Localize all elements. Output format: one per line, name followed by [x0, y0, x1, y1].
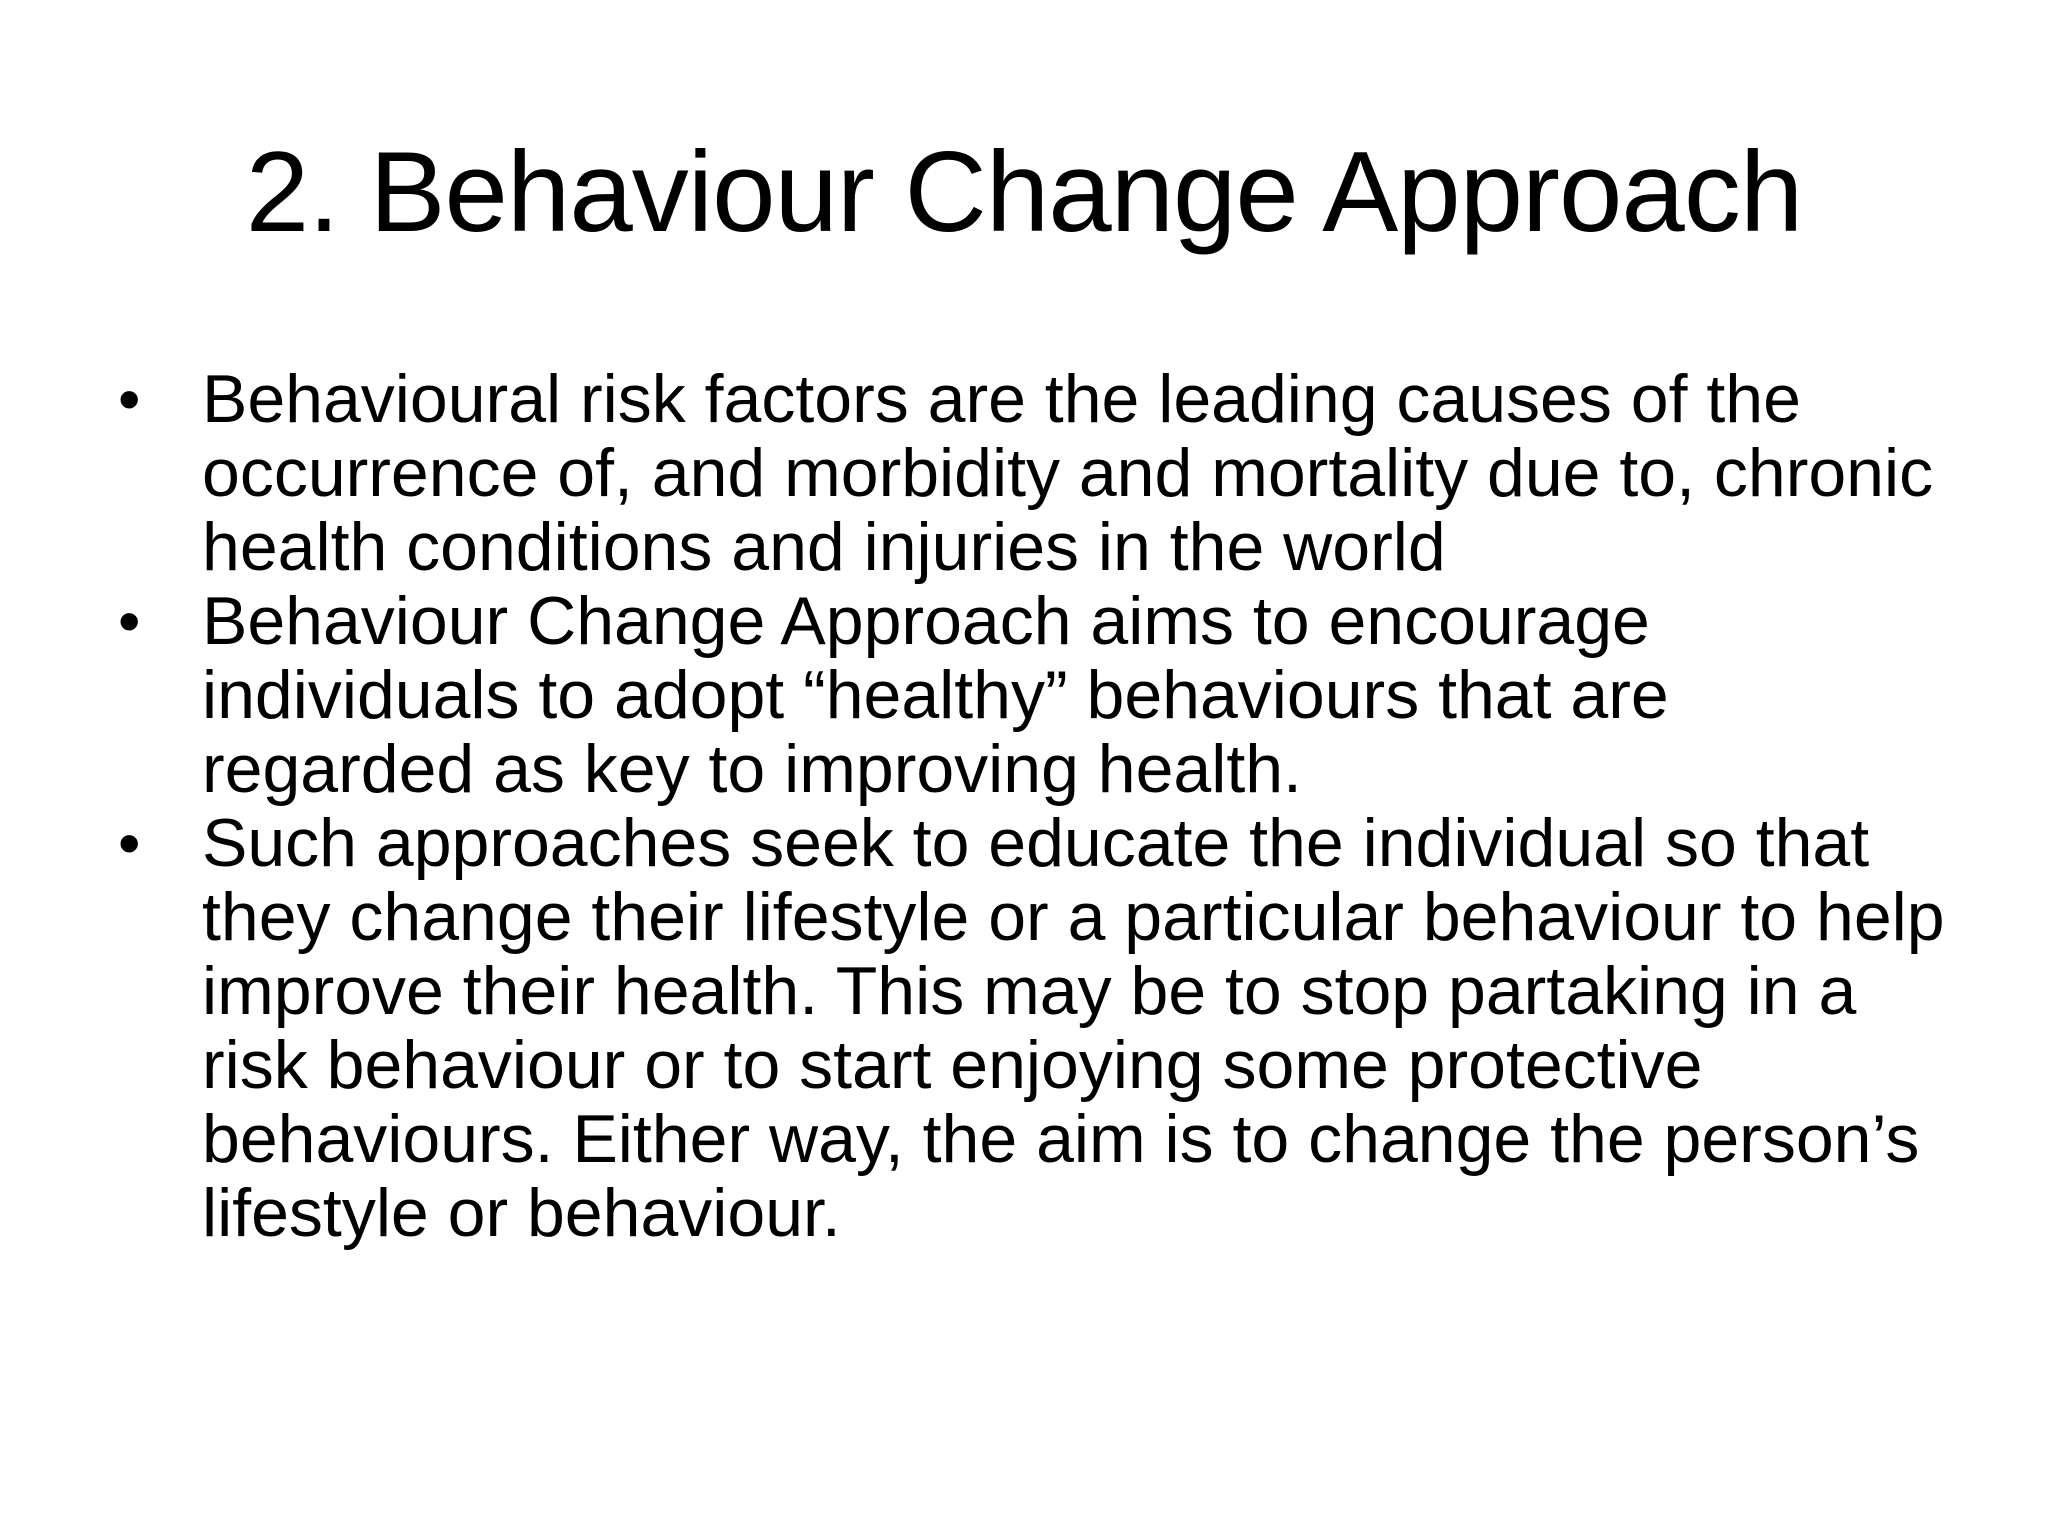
bullet-icon: •	[118, 807, 141, 879]
bullet-text: Such approaches seek to educate the individual so that they change their lifestyle or a particular behaviour to help improve their health. This may be to stop partaking in a risk behaviour or to start enjoying some protective behaviours. Either way, the aim is to change the person’s lifestyle or behaviour.	[202, 805, 1945, 1251]
bullet-text: Behaviour Change Approach aims to encourage individuals to adopt “healthy” behaviours that are regarded as key to improving health.	[202, 583, 1669, 807]
bullet-item	[118, 584, 1948, 806]
bullet-item	[118, 806, 1948, 1250]
slide-title: 2. Behaviour Change Approach	[245, 129, 1803, 256]
bullet-text: Behavioural risk factors are the leading causes of the occurrence of, and morbidity and mortality due to, chronic health conditions and injuries in the world	[202, 361, 1934, 585]
bullet-list	[118, 362, 1948, 1250]
bullet-icon: •	[118, 363, 141, 435]
bullet-icon: •	[118, 585, 141, 657]
bullet-item	[118, 362, 1948, 584]
